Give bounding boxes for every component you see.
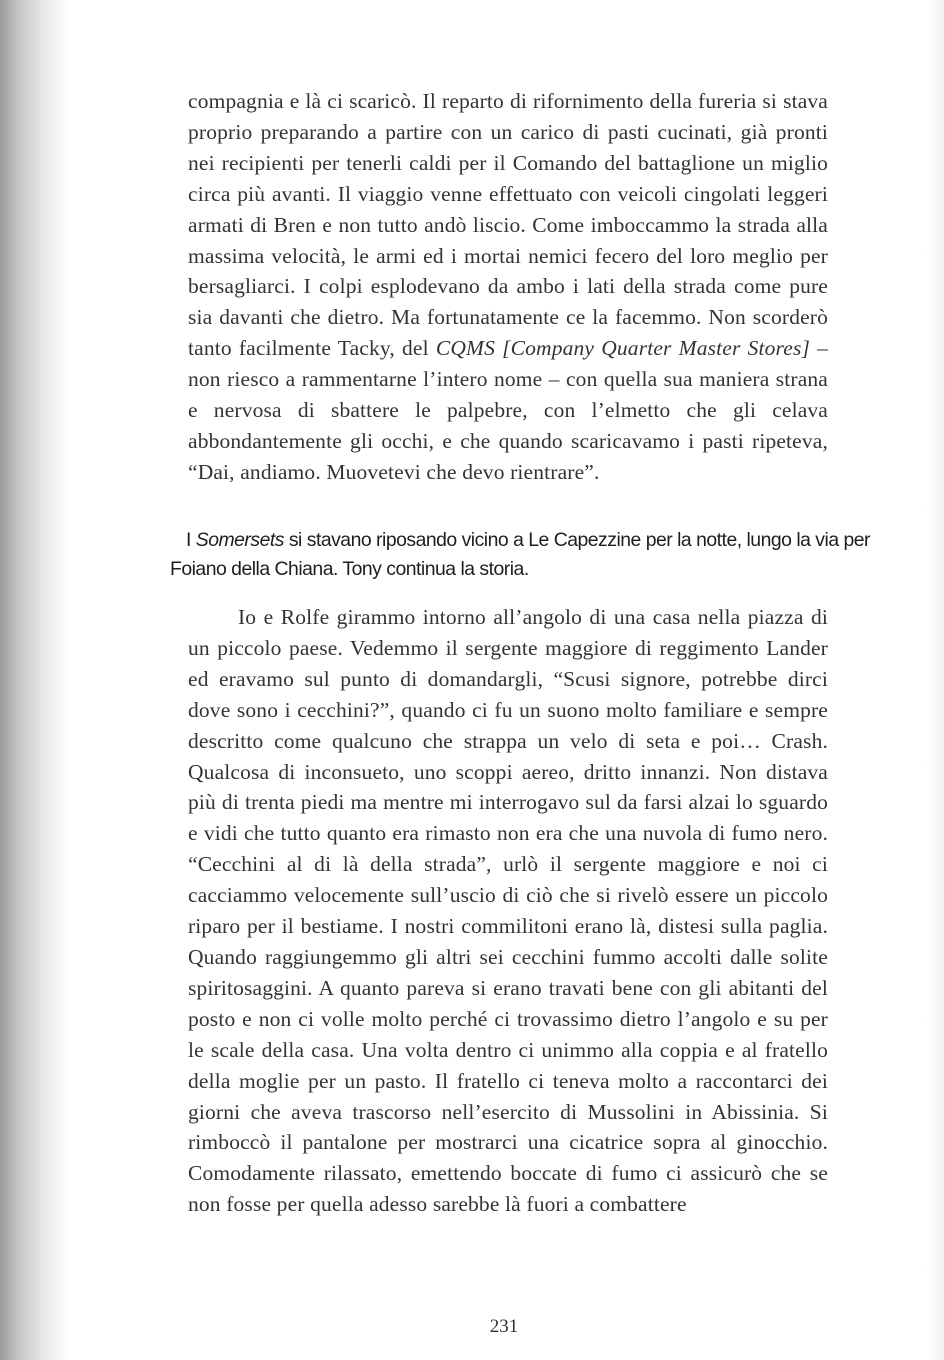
quote-block-2 <box>188 602 828 1220</box>
quote-1-text-end: – non riesco a rammentarne l’intero nome – con quella sua maniera strana e nervosa di sbattere le palpebre, con l’elmetto che gli celava abbondantemente gli occhi, e che quando scaricavamo i pasti ripeteva, “Dai, andiamo. Muovetevi che devo rientrare”. <box>188 336 829 484</box>
narration-lead: I <box>186 529 191 551</box>
quote-1-gloss: [Company Quarter Master Stores] <box>502 336 810 361</box>
quote-paragraph-2: Io e Rolfe girammo intorno all’angolo di una casa nella piazza di un piccolo paese. Vedemmo il sergente maggiore di reggimento Lander ed eravamo sul punto di domandargli, “Scusi signore, potrebbe dirci dove sono i cecchini?”, quando ci fu un suono molto familiare e sempre descritto come qualcuno che strappa un velo di seta e poi… Crash. Qualcosa di inconsueto, uno scoppi aereo, dritto innanzi. Non distava più di trenta piedi ma mentre mi interrogavo sul da farsi alzai lo sguardo e vidi che tutto quanto era rimasto non era che una nuvola di fumo nero. “Cecchini al di là della strada”, urlò il sergente maggiore e noi ci cacciammo velocemente sull’uscio di ciò che si rivelò essere un piccolo riparo per il bestiame. I nostri commilitoni erano là, distesi sulla paglia. Quando raggiungemmo gli altri sei cecchini fummo accolti dalle solite spiritosaggini. A quanto pareva si erano travati bene con gli abitanti del posto e non ci volle molto perché ci trovassimo dietro l’angolo e su per le scale della casa. Una volta dentro ci unimmo alla coppia e al fratello della moglie per un pasto. Il fratello ci teneva molto a raccontarci dei giorni che aveva trascorso nell’esercito di Mussolini in Abissinia. Si rimboccò il pantalone per mostrarci una cicatrice sopra al ginocchio. Comodamente rilassato, emettendo boccate di fumo ci assicurò che se non fosse per quella adesso sarebbe là fuori a combattere <box>188 605 828 1217</box>
quote-paragraph-1 <box>188 86 828 488</box>
binding-gutter-shadow <box>0 0 70 1360</box>
narration-paragraph <box>170 526 870 584</box>
quote-block-1 <box>188 86 828 488</box>
quote-1-abbr: CQMS <box>435 336 496 361</box>
page-number: 231 <box>489 1316 519 1337</box>
page-edge <box>926 0 944 1360</box>
narration-unit: Somersets <box>195 529 284 551</box>
narration-text: si stavano riposando vicino a Le Capezzine per la notte, lungo la via per Foiano della Chiana. Tony continua la storia. <box>170 529 871 580</box>
quote-1-text: compagnia e là ci scaricò. Il reparto di rifornimento della fureria si stava proprio preparando a partire con un carico di pasti cucinati, già pronti nei recipienti per tenerli caldi per il Comando del battaglione un miglio circa più avanti. Il viaggio venne effettuato con veicoli cingolati leggeri armati di Bren e non tutto andò liscio. Come imboccammo la strada alla massima velocità, le armi ed i mortai nemici fecero del loro meglio per bersagliarci. I colpi esplodevano da ambo i lati della strada come pure sia davanti che dietro. Ma fortunatamente ce la facemmo. Non scorderò tanto facilmente Tacky, del <box>188 89 828 361</box>
narration-block <box>170 526 870 584</box>
